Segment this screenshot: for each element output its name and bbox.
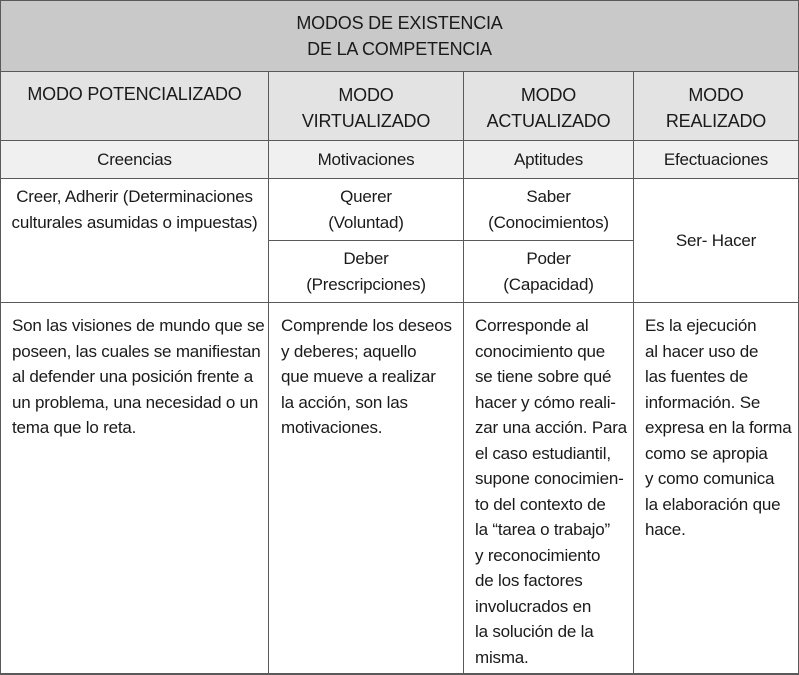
header-actualizado <box>464 72 634 141</box>
description-line: Es la ejecución <box>645 316 757 335</box>
header-realizado <box>634 72 798 141</box>
description-line: hacer y cómo reali- <box>475 392 616 412</box>
header-line: MODO POTENCIALIZADO <box>27 84 242 104</box>
description-realizado <box>634 303 798 674</box>
title-line-1: MODOS DE EXISTENCIA <box>296 13 503 33</box>
table-title <box>1 1 798 72</box>
detail-line: (Conocimientos) <box>488 212 609 232</box>
description-line: al defender una posición frente a <box>12 367 254 386</box>
description-potencializado <box>1 303 269 674</box>
header-virtualizado <box>269 72 464 141</box>
header-line: VIRTUALIZADO <box>301 111 431 131</box>
description-line: hace. <box>645 520 686 539</box>
description-line: como se apropia <box>645 443 768 463</box>
detail-line: Poder <box>526 249 571 268</box>
description-line: motivaciones. <box>281 418 383 437</box>
detail-saber <box>464 179 634 241</box>
description-line: que mueve a realizar <box>281 367 436 386</box>
detail-line: Ser- Hacer <box>675 230 757 250</box>
description-line: Comprende los deseos <box>281 316 452 335</box>
description-line: y como comunica <box>645 469 775 488</box>
detail-line: culturales asumidas o impuestas) <box>11 212 258 232</box>
description-line: Son las visiones de mundo que se <box>12 316 265 335</box>
header-line: MODO <box>520 85 577 105</box>
header-line: MODO <box>688 85 744 105</box>
description-line: involucrados en <box>475 596 592 616</box>
description-line: y deberes; aquello <box>281 341 417 361</box>
description-actualizado <box>464 303 634 674</box>
description-line: tema que lo reta. <box>12 418 137 437</box>
header-line: MODO <box>338 85 394 105</box>
description-line: las fuentes de <box>645 367 749 386</box>
description-line: la acción, son las <box>281 392 408 412</box>
detail-poder <box>464 241 634 303</box>
description-line: conocimiento que <box>475 341 606 361</box>
description-line: misma. <box>475 647 529 667</box>
detail-line: Saber <box>526 187 571 206</box>
detail-line: (Voluntad) <box>328 212 404 232</box>
description-line: información. Se <box>645 392 761 412</box>
description-line: se tiene sobre qué <box>475 367 612 386</box>
description-line: el caso estudiantil, <box>475 443 611 463</box>
description-line: to del contexto de <box>475 494 606 514</box>
description-line: poseen, las cuales se manifiestan <box>12 341 261 361</box>
description-line: al hacer uso de <box>645 341 759 361</box>
detail-line: Creer, Adherir (Determinaciones <box>16 187 253 206</box>
description-line: zar una acción. Para <box>475 418 627 437</box>
detail-deber <box>269 241 464 303</box>
description-line: de los factores <box>475 571 583 590</box>
header-potencializado <box>1 72 269 141</box>
detail-line: (Capacidad) <box>503 274 594 294</box>
category-efectuaciones: Efectuaciones <box>634 141 798 179</box>
description-line: supone conocimien- <box>475 469 624 488</box>
detail-creer-adherir <box>1 179 269 303</box>
description-line: la elaboración que <box>645 494 781 514</box>
description-line: un problema, una necesidad o un <box>12 392 259 412</box>
category-creencias: Creencias <box>1 141 269 179</box>
category-motivaciones: Motivaciones <box>269 141 464 179</box>
detail-line: (Prescripciones) <box>306 274 426 294</box>
description-line: y reconocimiento <box>475 545 601 565</box>
description-line: expresa en la forma <box>645 418 792 437</box>
detail-line: Querer <box>340 187 392 206</box>
description-line: Corresponde al <box>475 316 589 335</box>
header-line: ACTUALIZADO <box>486 111 611 131</box>
header-line: REALIZADO <box>665 111 767 131</box>
detail-querer <box>269 179 464 241</box>
detail-line: Deber <box>343 249 389 268</box>
title-line-2: DE LA COMPETENCIA <box>307 39 492 59</box>
description-virtualizado <box>269 303 464 674</box>
detail-ser-hacer <box>634 179 798 303</box>
description-line: la solución de la <box>475 622 594 641</box>
description-line: la “tarea o trabajo” <box>475 520 610 539</box>
category-aptitudes: Aptitudes <box>464 141 634 179</box>
